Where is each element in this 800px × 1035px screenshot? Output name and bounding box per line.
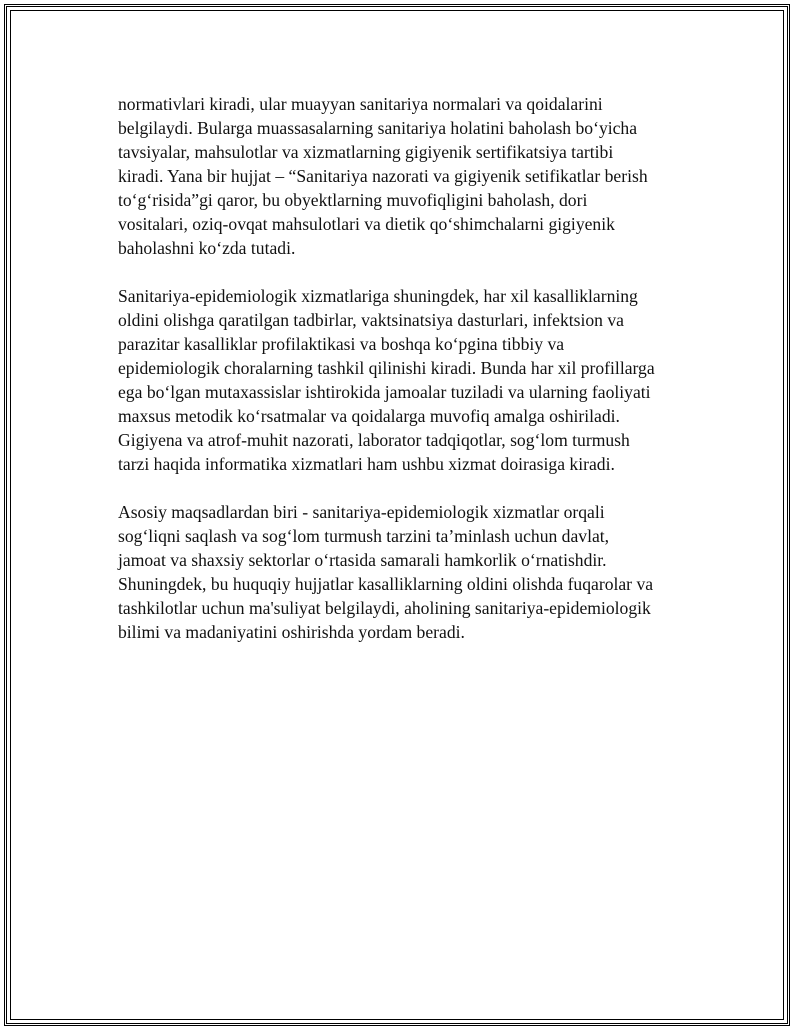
- text-line: Sanitariya-epidemiologik xizmatlariga shuningdek, har xil kasalliklarning: [118, 286, 638, 306]
- text-line: baholashni ko‘zda tutadi.: [118, 238, 296, 258]
- text-line: tashkilotlar uchun ma'suliyat belgilaydi, aholining sanitariya-epidemiologik: [118, 598, 651, 618]
- paragraph-3: [118, 500, 688, 644]
- text-line: to‘g‘risida”gi qaror, bu obyektlarning muvofiqligini baholash, dori: [118, 190, 588, 210]
- text-line: oldini olishga qaratilgan tadbirlar, vaktsinatsiya dasturlari, infektsion va: [118, 310, 624, 330]
- text-line: belgilaydi. Bularga muassasalarning sanitariya holatini baholash bo‘yicha: [118, 118, 638, 138]
- text-line: parazitar kasalliklar profilaktikasi va boshqa ko‘pgina tibbiy va: [118, 334, 565, 354]
- text-line: ega bo‘lgan mutaxassislar ishtirokida jamoalar tuziladi va ularning faoliyati: [118, 382, 651, 402]
- document-body: [118, 92, 688, 668]
- text-line: bilimi va madaniyatini oshirishda yordam beradi.: [118, 622, 465, 642]
- text-line: Gigiyena va atrof-muhit nazorati, laborator tadqiqotlar, sog‘lom turmush: [118, 430, 630, 450]
- text-line: epidemiologik choralarning tashkil qilinishi kiradi. Bunda har xil profillarga: [118, 358, 655, 378]
- text-line: normativlari kiradi, ular muayyan sanitariya normalari va qoidalarini: [118, 94, 603, 114]
- text-line: tarzi haqida informatika xizmatlari ham ushbu xizmat doirasiga kiradi.: [118, 454, 615, 474]
- text-line: sog‘liqni saqlash va sog‘lom turmush tarzini ta’minlash uchun davlat,: [118, 526, 610, 546]
- text-line: Asosiy maqsadlardan biri - sanitariya-epidemiologik xizmatlar orqali: [118, 502, 605, 522]
- text-line: tavsiyalar, mahsulotlar va xizmatlarning gigiyenik sertifikatsiya tartibi: [118, 142, 614, 162]
- text-line: Shuningdek, bu huquqiy hujjatlar kasalliklarning oldini olishda fuqarolar va: [118, 574, 654, 594]
- text-line: maxsus metodik ko‘rsatmalar va qoidalarga muvofiq amalga oshiriladi.: [118, 406, 620, 426]
- text-line: jamoat va shaxsiy sektorlar o‘rtasida samarali hamkorlik o‘rnatishdir.: [118, 550, 607, 570]
- paragraph-2: [118, 284, 688, 476]
- paragraph-1: [118, 92, 688, 260]
- text-line: vositalari, oziq-ovqat mahsulotlari va dietik qo‘shimchalarni gigiyenik: [118, 214, 615, 234]
- text-line: kiradi. Yana bir hujjat – “Sanitariya nazorati va gigiyenik setifikatlar berish: [118, 166, 648, 186]
